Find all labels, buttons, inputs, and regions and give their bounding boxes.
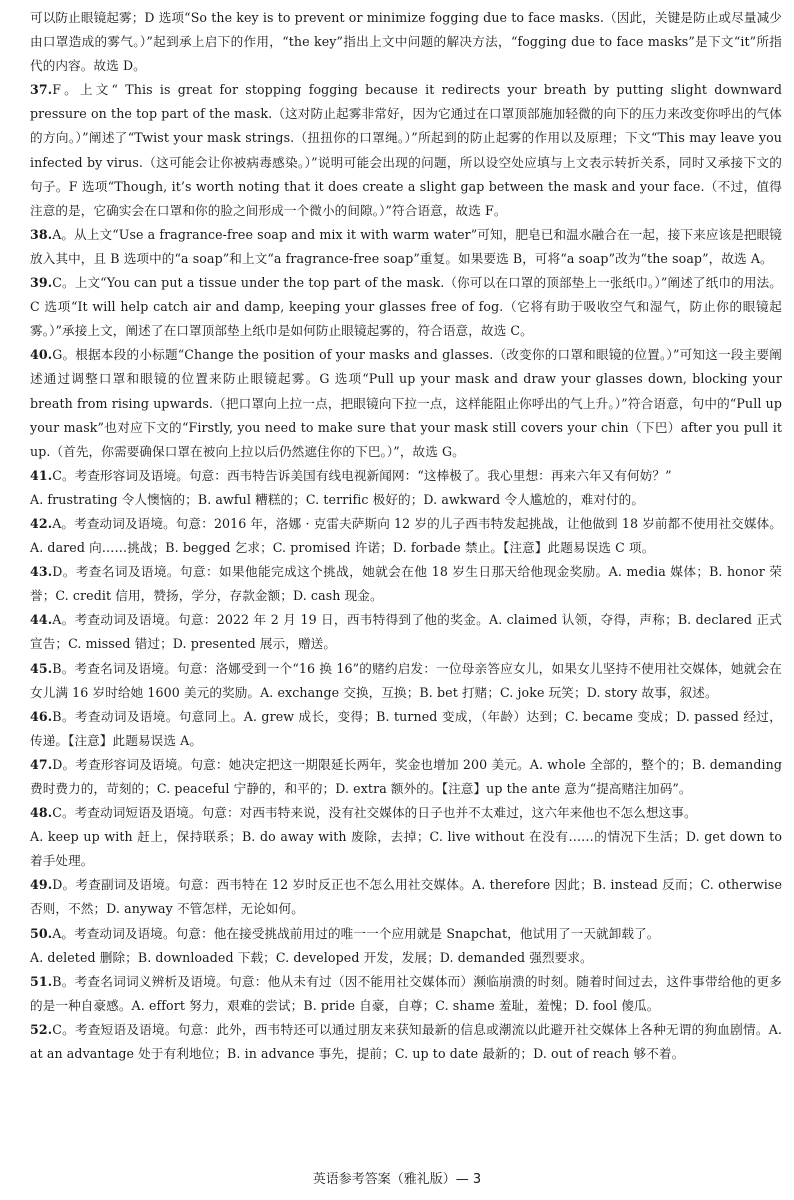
answer-51 [30,970,782,1018]
answer-42 [30,512,782,560]
answer-41 [30,464,782,512]
answer-48 [30,801,782,873]
answer-number: 49. [30,877,53,893]
answer-number: 47. [30,756,53,772]
answer-text: B。考查动词及语境。句意同上。A. grew 成长，变得；B. turned 变成，（年龄）达到；C. became 变成；D. passed 经过，传递。【注意】此题易误选 A。 [30,708,782,748]
answer-text: A。考查动词及语境。句意：他在接受挑战前用过的唯一一个应用就是 Snapchat，他试用了一天就卸载了。 [52,925,660,941]
answer-number: 43. [30,564,53,580]
answer-text: B。考查名词词义辨析及语境。句意：他从未有过（因不能用社交媒体而）濒临崩溃的时刻。随着时间过去，这件事带给他的更多的是一种自豪感。A. effort 努力，艰难的尝试；B. pride 自豪，自尊；C. shame 羞耻，羞愧；D. fool 傻瓜。 [30,973,782,1013]
answer-38 [30,223,782,271]
answer-text: G。根据本段的小标题“Change the position of your masks and glasses.（改变你的口罩和眼镜的位置。）”可知这一段主要阐述通过调整口罩和眼镜的位置来防止眼镜起雾。G 选项“Pull up your mask and draw your glasses down, blocking your breath from rising upwards.（把口罩向上拉一点，把眼镜向下拉一点，这样能阻止你呼出的气上升。）”符合语意，句中的“Pull up your mask”也对应下文的“Firstly, you need to make sure that your mask still covers your chin（下巴）after you pull it up.（首先，你需要确保口罩在被向上拉以后仍然遮住你的下巴。）”，故选 G。 [30,347,782,459]
answer-text: B。考查名词及语境。句意：洛娜受到一个“16 换 16”的赌约启发：一位母亲答应女儿，如果女儿坚持不使用社交媒体，她就会在女儿满 16 岁时给她 1600 美元的奖励。A. exchange 交换，互换；B. bet 打赌；C. joke 玩笑；D. story 故事，叙述。 [30,660,782,700]
intro-paragraph: 可以防止眼镜起雾；D 选项“So the key is to prevent or minimize fogging due to face masks.（因此，关键是防止或尽量减少由口罩造成的雾气。）”起到承上启下的作用，“the key”指出上文中问题的解决方法，“fogging due to face masks”是下文“it”所指代的内容。故选 D。 [30,10,782,74]
answer-number: 51. [30,973,53,989]
answer-number: 41. [30,467,53,483]
answer-44 [30,608,782,656]
answer-number: 48. [30,805,53,821]
answer-39 [30,271,782,343]
answer-text: A。考查动词及语境。句意：2022 年 2 月 19 日，西韦特得到了他的奖金。A. claimed 认领，夺得，声称；B. declared 正式宣告；C. missed 错过；D. presented 展示，赠送。 [30,612,782,652]
answer-50 [30,922,782,970]
answer-text: A。从上文“Use a fragrance-free soap and mix it with warm water”可知，肥皂已和温水融合在一起，接下来应该是把眼镜放入其中，且 B 选项中的“a soap”和上文“a fragrance-free soap”重复。如果要选 B，可将“a soap”改为“the soap”，故选 A。 [30,226,782,266]
answer-number: 52. [30,1021,53,1037]
answer-46 [30,705,782,753]
answer-text: D。考查名词及语境。句意：如果他能完成这个挑战，她就会在他 18 岁生日那天给他现金奖励。A. media 媒体；B. honor 荣誉；C. credit 信用，赞扬，学分，存款金额；D. cash 现金。 [30,564,782,604]
answer-number: 42. [30,515,53,531]
answer-text: F。上文“ This is great for stopping fogging because it redirects your breath by putting slight downward pressure on the top part of the mask.（这对防止起雾非常好，因为它通过在口罩顶部施加轻微的向下的压力来改变你呼出的气体的方向。）”阐述了“Twist your mask strings.（扭扭你的口罩绳。）”所起到的防止起雾的作用以及原理；下文“This may leave you infected by virus.（这可能会让你被病毒感染。）”说明可能会出现的问题，所以设空处应填与上文表示转折关系，同时又承接下文的句子。F 选项“Though, it’s worth noting that it does create a slight gap between the mask and your face.（不过，值得注意的是，它确实会在口罩和你的脸之间形成一个微小的间隙。）”符合语意，故选 F。 [30,82,782,218]
answer-number: 39. [30,275,53,291]
answer-43 [30,560,782,608]
answer-number: 50. [30,925,53,941]
answer-47 [30,753,782,801]
answer-text: C。上文“You can put a tissue under the top part of the mask.（你可以在口罩的顶部垫上一张纸巾。）”阐述了纸巾的用法。C 选项“It will help catch air and damp, keeping your glasses free of fog.（它将有助于吸收空气和湿气，防止你的眼镜起雾。）”承接上文，阐述了在口罩顶部垫上纸巾是如何防止眼镜起雾的，符合语意，故选 C。 [30,275,782,339]
answer-text: C。考查短语及语境。句意：此外，西韦特还可以通过朋友来获知最新的信息或潮流以此避开社交媒体上各种无谓的狗血剧情。A. at an advantage 处于有利地位；B. in advance 事先，提前；C. up to date 最新的；D. out of reach 够不着。 [30,1021,782,1062]
answer-number: 37. [30,82,53,98]
answer-page [30,6,782,1066]
answer-options: A. deleted 删除；B. downloaded 下载；C. developed 开发，发展；D. demanded 强烈要求。 [30,949,593,965]
answer-text: A。考查动词及语境。句意：2016 年，洛娜 · 克雷夫萨斯向 12 岁的儿子西韦特发起挑战，让他做到 18 岁前都不使用社交媒体。A. dared 向……挑战；B. begged 乞求；C. promised 许诺；D. forbade 禁止。【注意】此题易误选 C 项。 [30,515,782,556]
answer-45 [30,657,782,705]
answer-number: 46. [30,708,53,724]
answer-number: 38. [30,226,53,242]
answer-text: C。考查形容词及语境。句意：西韦特告诉美国有线电视新闻网：“这棒极了。我心里想：再来六年又有何妨？” [52,467,672,483]
answer-49 [30,873,782,921]
answer-number: 44. [30,612,53,628]
answer-52 [30,1018,782,1066]
answer-text: D。考查形容词及语境。句意：她决定把这一期限延长两年，奖金也增加 200 美元。A. whole 全部的，整个的；B. demanding 费时费力的，苛刻的；C. peaceful 宁静的，和平的；D. extra 额外的。【注意】up the ante 意为“提高赌注加码”。 [30,756,782,796]
answer-40 [30,343,782,463]
answer-text: C。考查动词短语及语境。句意：对西韦特来说，没有社交媒体的日子也并不太难过，这六年来他也不怎么想这事。 [52,805,697,821]
answer-number: 40. [30,347,53,363]
answer-number: 45. [30,660,53,676]
answer-options: A. frustrating 令人懊恼的；B. awful 糟糕的；C. terrific 极好的；D. awkward 令人尴尬的，难对付的。 [30,491,645,507]
answer-text: D。考查副词及语境。句意：西韦特在 12 岁时反正也不怎么用社交媒体。A. therefore 因此；B. instead 反而；C. otherwise 否则，不然；D. anyway 不管怎样，无论如何。 [30,877,782,917]
answer-options: A. keep up with 赶上，保持联系；B. do away with 废除，去掉；C. live without 在没有……的情况下生活；D. get down to 着手处理。 [30,829,782,869]
answer-37 [30,78,782,223]
page-footer: 英语参考答案（雅礼版）— 3 [312,1172,482,1187]
